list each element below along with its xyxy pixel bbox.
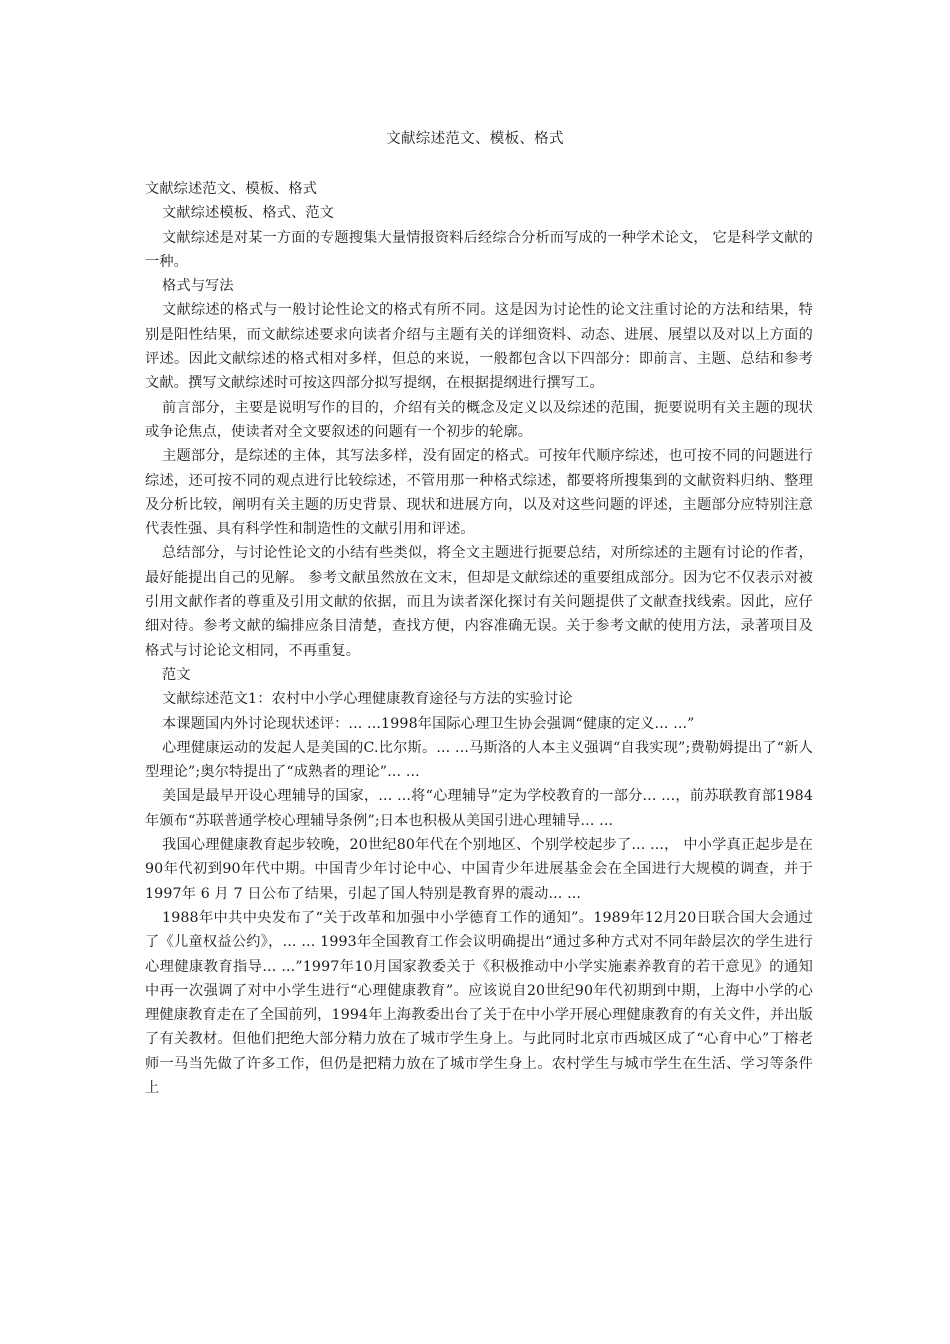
paragraph: 心理健康运动的发起人是美国的C.比尔斯。... ...马斯洛的人本主义强调“自我实现”;费勒姆提出了“新人型理论”;奥尔特提出了“成熟者的理论”... ...: [145, 739, 813, 781]
document-title: 文献综述范文、模板、格式: [386, 131, 564, 147]
paragraph: 总结部分，与讨论性论文的小结有些类似，将全文主题进行扼要总结，对所综述的主题有讨论的作者，最好能提出自己的见解。 参考文献虽然放在文末，但却是文献综述的重要组成部分。因为它不仅表示对被引用文献作者的尊重及引用文献的依据，而且为读者深化探讨有关问题提供了文献查找线索。因此，应仔细对待。参考文献的编排应条目清楚，查找方便，内容准确无误。关于参考文献的使用方法，录著项目及格式与讨论论文相同，不再重复。: [145, 545, 813, 659]
paragraph: 范文: [162, 666, 191, 683]
paragraph: 前言部分，主要是说明写作的目的，介绍有关的概念及定义以及综述的范围，扼要说明有关主题的现状或争论焦点，使读者对全文要叙述的问题有一个初步的轮廓。: [145, 399, 813, 440]
paragraph: 本课题国内外讨论现状述评：... ...1998年国际心理卫生协会强调“健康的定义... ...”: [162, 715, 695, 732]
paragraph: 文献综述范文、模板、格式: [145, 181, 318, 197]
paragraph: 文献综述范文1：农村中小学心理健康教育途径与方法的实验讨论: [162, 691, 573, 708]
paragraph: 文献综述是对某一方面的专题搜集大量情报资料后经综合分析而写成的一种学术论文， 它是科学文献的一种。: [145, 229, 813, 270]
paragraph: 文献综述的格式与一般讨论性论文的格式有所不同。这是因为讨论性的论文注重讨论的方法和结果，特别是阳性结果，而文献综述要求向读者介绍与主题有关的详细资料、动态、进展、展望以及对以上方面的评述。因此文献综述的格式相对多样，但总的来说，一般都包含以下四部分：即前言、主题、总结和参考文献。撰写文献综述时可按这四部分拟写提纲，在根据提纲进行撰写工。: [145, 302, 813, 392]
document-body: [145, 177, 813, 1100]
paragraph: 文献综述模板、格式、范文: [162, 205, 335, 222]
paragraph: 1988年中共中央发布了“关于改革和加强中小学德育工作的通知”。1989年12月20日联合国大会通过了《儿童权益公约》，... ... 1993年全国教育工作会议明确提出“通过多种方式对不同年龄层次的学生进行心理健康教育指导... ...”1997年10月国家教委关于《积极推动中小学实施素养教育的若干意见》的通知中再一次强调了对中小学生进行“心理健康教育”。应该说自20世纪90年代初期到中期，上海中小学的心理健康教育走在了全国前列，1994年上海教委出台了关于在中小学开展心理健康教育的有关文件，并出版了有关教材。但他们把绝大部分精力放在了城市学生身上。与此同时北京市西城区成了“心育中心”丁榕老师一马当先做了许多工作，但仍是把精力放在了城市学生身上。农村学生与城市学生在生活、学习等条件上: [145, 909, 813, 1096]
paragraph: 美国是最早开设心理辅导的国家，... ...将“心理辅导”定为学校教育的一部分... ...，前苏联教育部1984年颁布“苏联普通学校心理辅导条例”;日本也积极从美国引进心理辅导... ...: [145, 788, 813, 829]
paragraph: 主题部分，是综述的主体，其写法多样，没有固定的格式。可按年代顺序综述，也可按不同的问题进行综述，还可按不同的观点进行比较综述，不管用那一种格式综述，都要将所搜集到的文献资料归纳、整理及分析比较，阐明有关主题的历史背景、现状和进展方向，以及对这些问题的评述，主题部分应特别注意代表性强、具有科学性和制造性的文献引用和评述。: [145, 448, 813, 538]
paragraph: 我国心理健康教育起步较晚，20世纪80年代在个别地区、个别学校起步了... ...， 中小学真正起步是在90年代初到90年代中期。中国青少年讨论中心、中国青少年进展基金会在全国进行大规模的调查，并于1997年 6 月 7 日公布了结果，引起了国人特别是教育界的震动... ...: [145, 837, 813, 902]
paragraph: 格式与写法: [162, 278, 234, 295]
